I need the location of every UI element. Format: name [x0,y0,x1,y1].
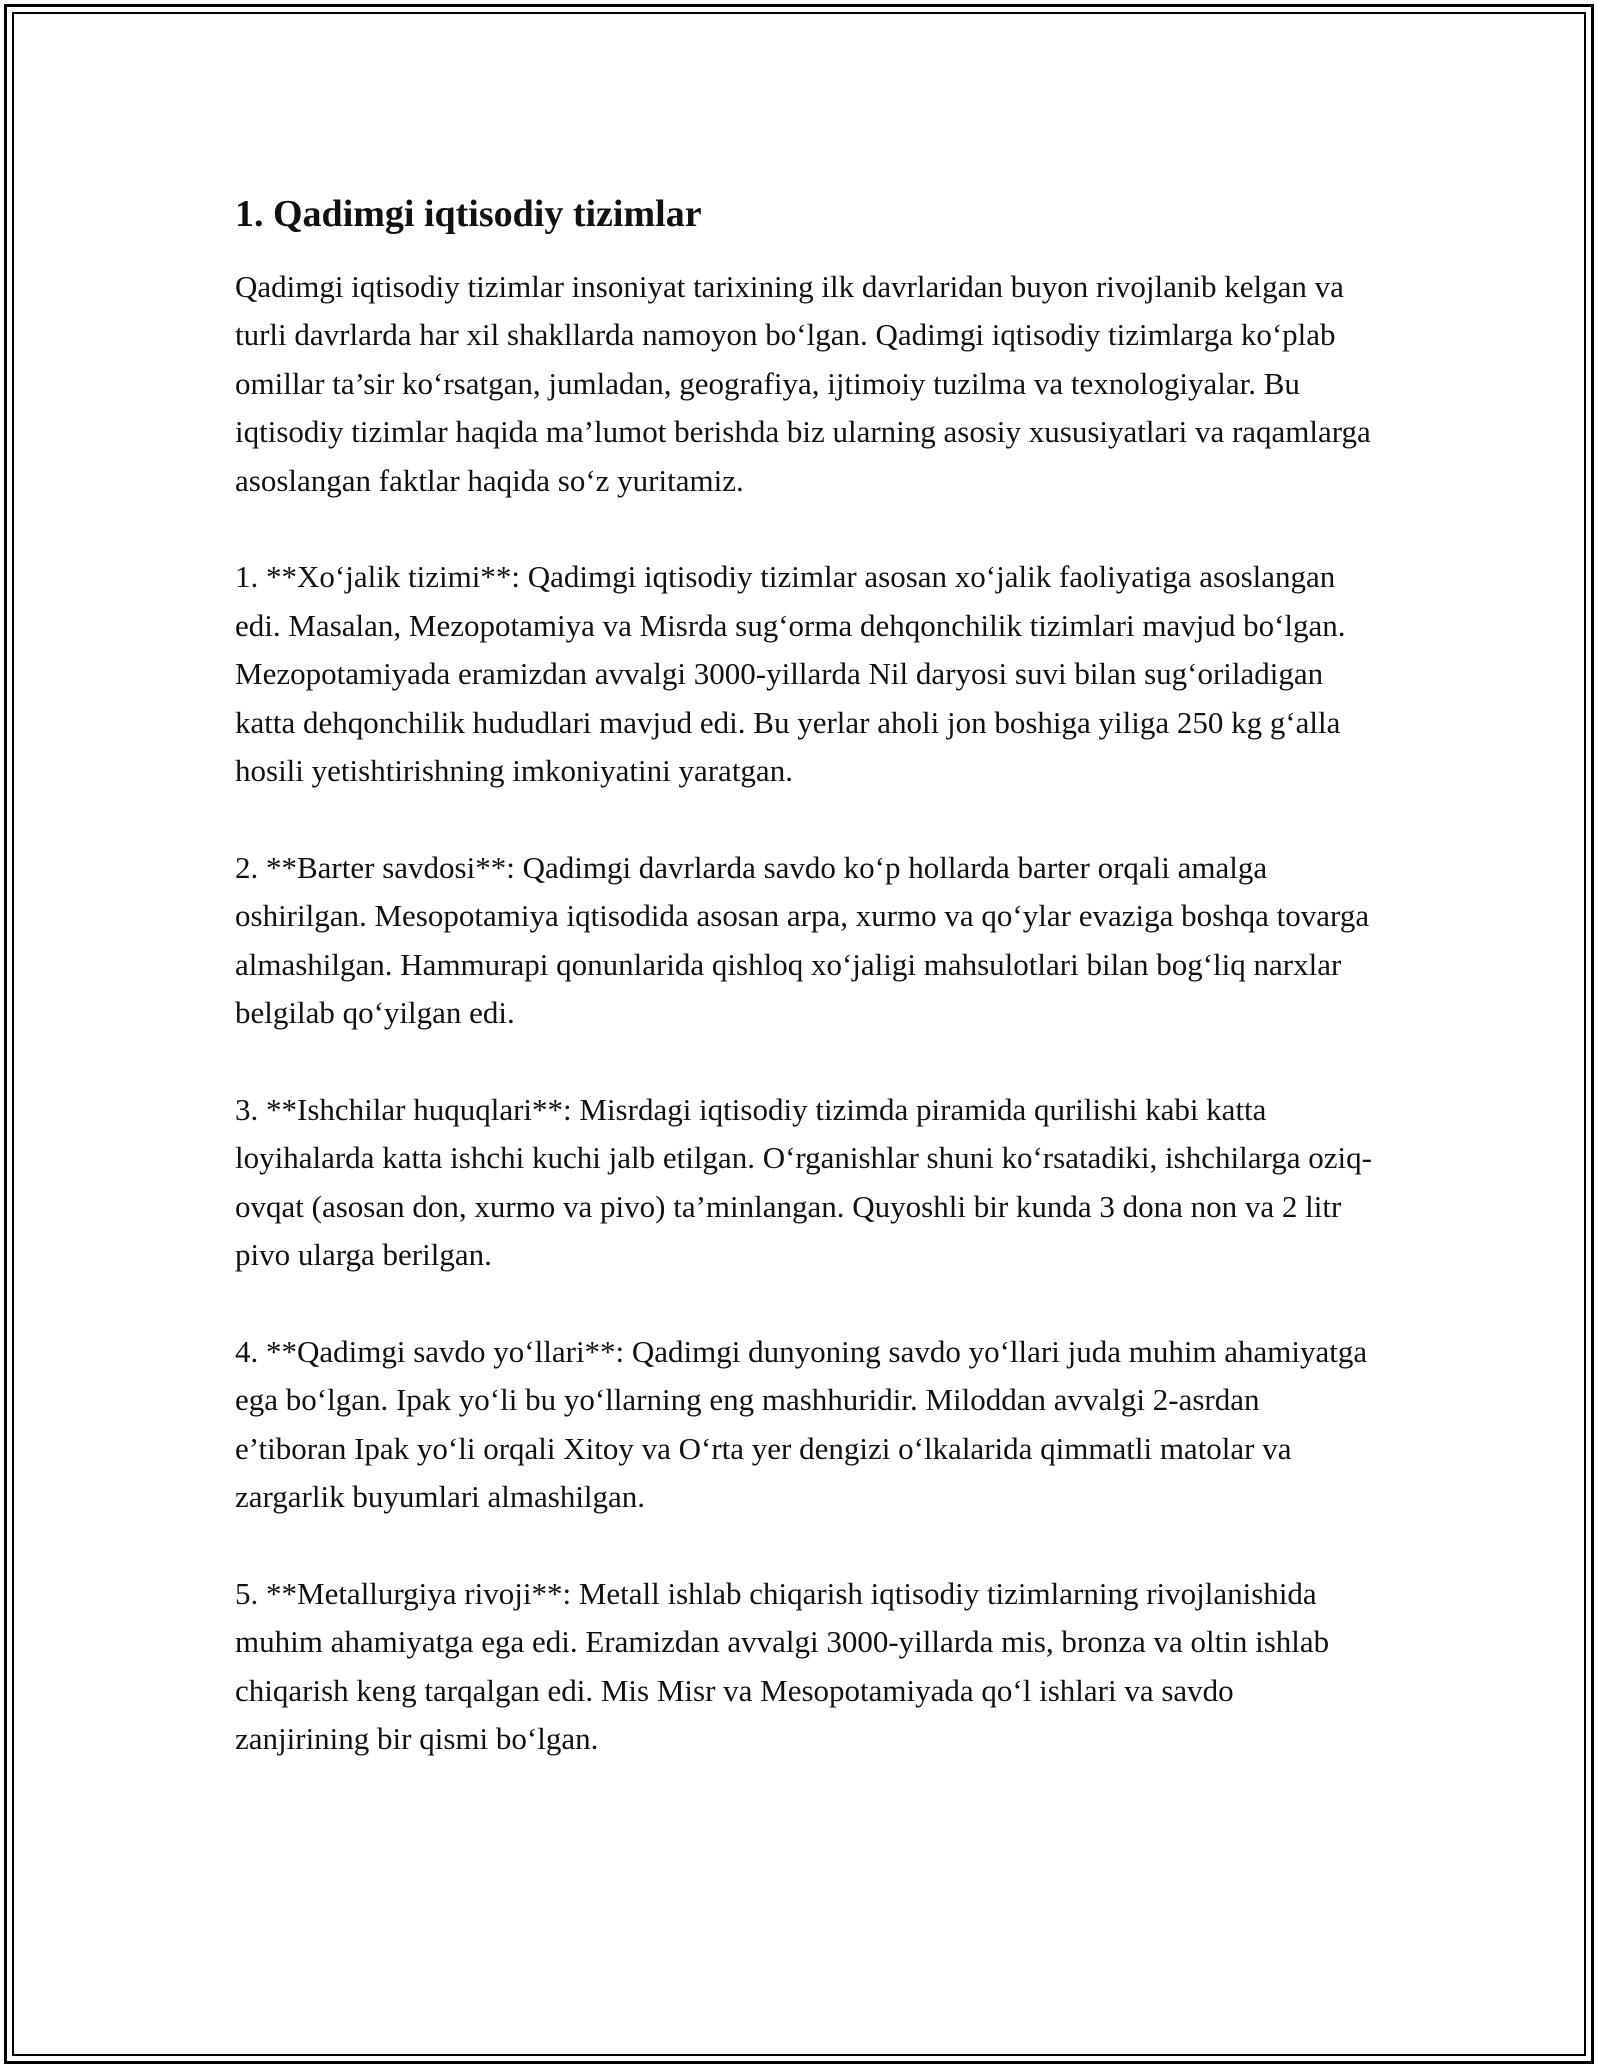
paragraph-barter-trade: 2. **Barter savdosi**: Qadimgi davrlarda savdo ko‘p hollarda barter orqali amalga oshirilgan. Mesopotamiya iqtisodida asosan arpa, xurmo va qo‘ylar evaziga boshqa tovarga almashilgan. Hammurapi qonunlarida qishloq xo‘jaligi mahsulotlari bilan bog‘liq narxlar belgilab qo‘yilgan edi. [235,849,1370,1031]
paragraph-metallurgy: 5. **Metallurgiya rivoji**: Metall ishlab chiqarish iqtisodiy tizimlarning rivojlanishida muhim ahamiyatga ega edi. Eramizdan avvalgi 3000-yillarda mis, bronza va oltin ishlab chiqarish keng tarqalgan edi. Mis Misr va Mesopotamiyada qo‘l ishlari va savdo zanjirining bir qismi bo‘lgan. [235,1575,1330,1757]
paragraph-trade-routes: 4. **Qadimgi savdo yo‘llari**: Qadimgi dunyoning savdo yo‘llari juda muhim ahamiyatga ega bo‘lgan. Ipak yo‘li bu yo‘llarning eng mashhuridir. Miloddan avvalgi 2-asrdan e’tiboran Ipak yo‘li orqali Xitoy va O‘rta yer dengizi o‘lkalarida qimmatli matolar va zargarlik buyumlari almashilgan. [235,1333,1368,1515]
page-title: 1. Qadimgi iqtisodiy tizimlar [235,193,702,235]
document-body [235,190,1375,1812]
intro-paragraph: Qadimgi iqtisodiy tizimlar insoniyat tarixining ilk davrlaridan buyon rivojlanib kelgan va turli davrlarda har xil shakllarda namoyon bo‘lgan. Qadimgi iqtisodiy tizimlarga ko‘plab omillar ta’sir ko‘rsatgan, jumladan, geografiya, ijtimoiy tuzilma va texnologiyalar. Bu iqtisodiy tizimlar haqida ma’lumot berishda biz ularning asosiy xususiyatlari va raqamlarga asoslangan faktlar haqida so‘z yuritamiz. [235,269,1371,498]
paragraph-farming-system: 1. **Xo‘jalik tizimi**: Qadimgi iqtisodiy tizimlar asosan xo‘jalik faoliyatiga asoslangan edi. Masalan, Mezopotamiya va Misrda sug‘orma dehqonchilik tizimlari mavjud bo‘lgan. Mezopotamiyada eramizdan avvalgi 3000-yillarda Nil daryosi suvi bilan sug‘oriladigan katta dehqonchilik hududlari mavjud edi. Bu yerlar aholi jon boshiga yiliga 250 kg g‘alla hosili yetishtirishning imkoniyatini yaratgan. [235,559,1346,789]
paragraph-worker-rights: 3. **Ishchilar huquqlari**: Misrdagi iqtisodiy tizimda piramida qurilishi kabi katta loyihalarda katta ishchi kuchi jalb etilgan. O‘rganishlar shuni ko‘rsatadiki, ishchilarga oziq-ovqat (asosan don, xurmo va pivo) ta’minlangan. Quyoshli bir kunda 3 dona non va 2 litr pivo ularga berilgan. [235,1091,1372,1273]
